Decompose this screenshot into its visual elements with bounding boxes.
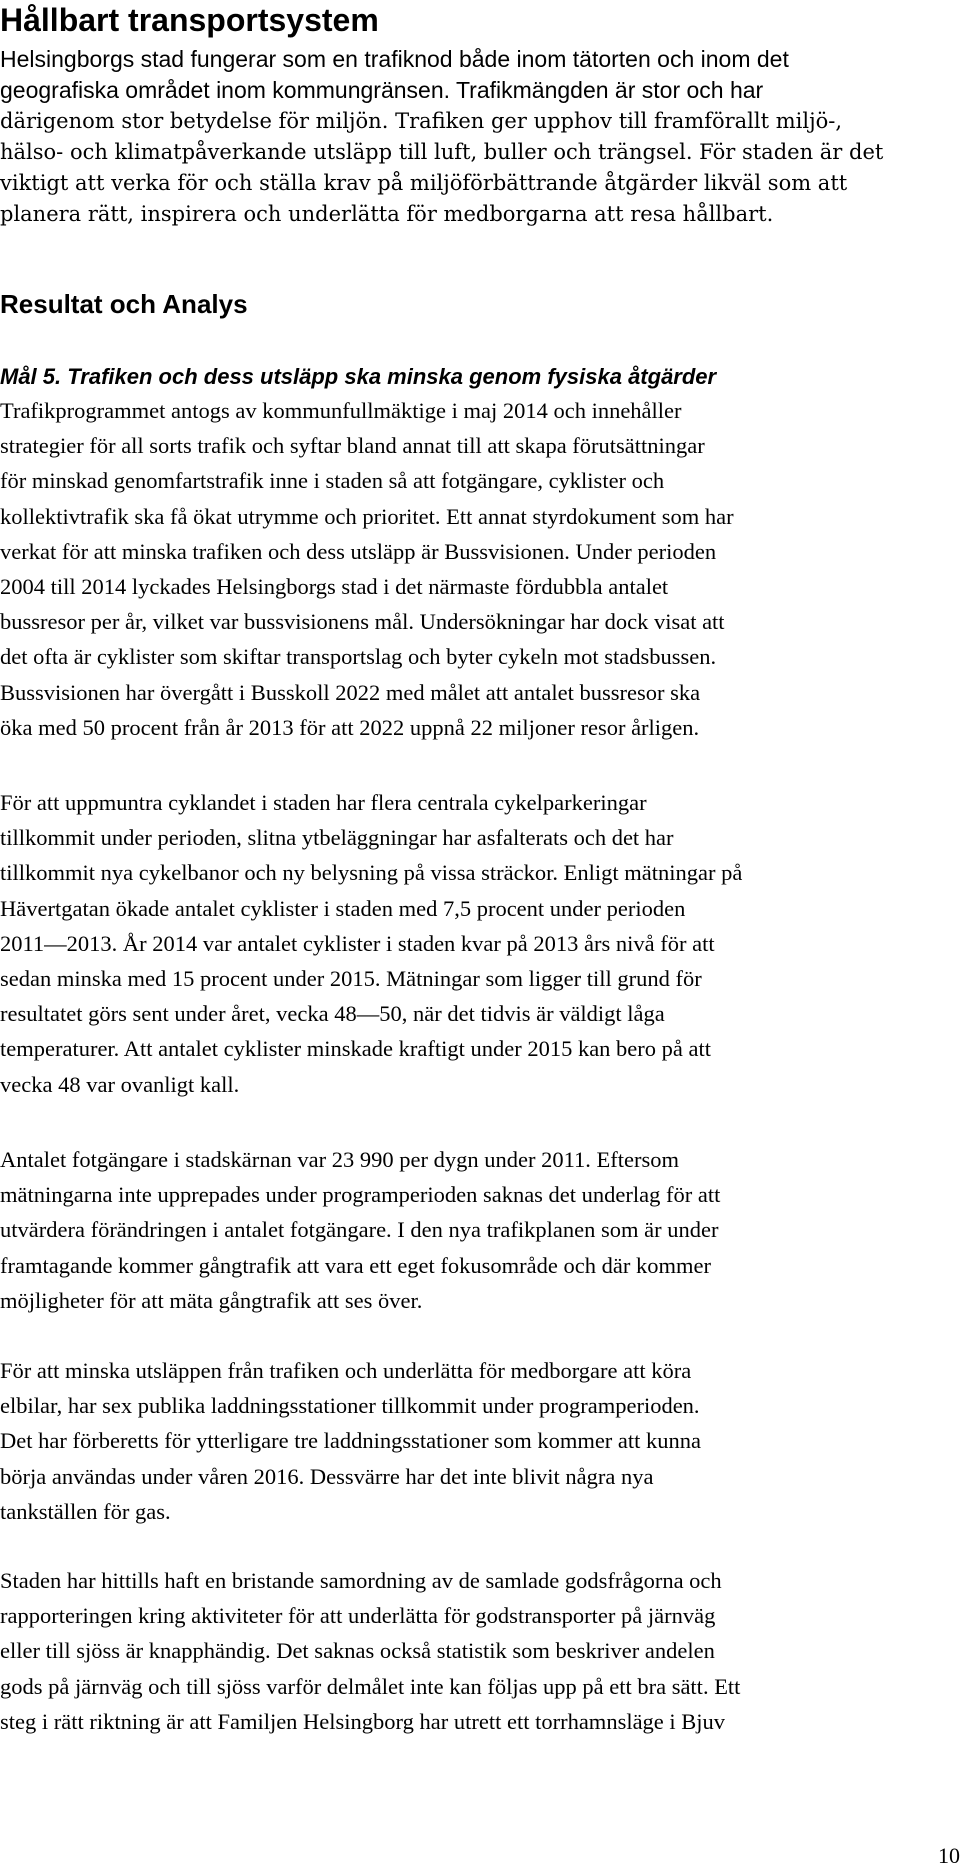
paragraph-line: verkat för att minska trafiken och dess utsläpp är Bussvisionen. Under perioden	[0, 538, 717, 564]
section-heading: Resultat och Analys	[0, 289, 248, 319]
paragraph-freight	[0, 1563, 960, 1739]
paragraph-line: temperaturer. Att antalet cyklister minskade kraftigt under 2015 kan bero på att	[0, 1036, 712, 1062]
paragraph-line: Antalet fotgängare i stadskärnan var 23 990 per dygn under 2011. Eftersom	[0, 1147, 679, 1172]
page-title: Hållbart transportsystem	[0, 2, 379, 38]
paragraph-line: gods på järnväg och till sjöss varför delmålet inte kan följas upp på ett bra sätt. Ett	[0, 1673, 741, 1699]
paragraph-line: utvärdera förändringen i antalet fotgängare. I den nya trafikplanen som är under	[0, 1217, 719, 1243]
intro-line: därigenom stor betydelse för miljön. Trafiken ger upphov till framförallt miljö-,	[0, 109, 842, 133]
paragraph-line: bussresor per år, vilket var bussvisionens mål. Undersökningar har dock visat att	[0, 609, 725, 635]
paragraph-line: det ofta är cyklister som skiftar transportslag och byter cykeln mot stadsbussen.	[0, 644, 717, 670]
paragraph-line: resultatet görs sent under året, vecka 48—50, när det tidvis är väldigt låga	[0, 1001, 665, 1027]
page-number: 10	[938, 1843, 960, 1868]
paragraph-line: för minskad genomfartstrafik inne i staden så att fotgängare, cyklister och	[0, 468, 665, 494]
goal-heading: Mål 5. Trafiken och dess utsläpp ska minska genom fysiska åtgärder	[0, 364, 717, 389]
paragraph-line: För att uppmuntra cyklandet i staden har flera centrala cykelparkeringar	[0, 790, 647, 815]
paragraph-line: tillkommit under perioden, slitna ytbeläggningar har asfalterats och det har	[0, 825, 674, 851]
paragraph-line: möjligheter för att mäta gångtrafik att ses över.	[0, 1287, 423, 1313]
intro-line: Helsingborgs stad fungerar som en trafiknod både inom tätorten och inom det	[0, 46, 789, 72]
paragraph-cycling	[0, 785, 960, 1102]
paragraph-line: Bussvisionen har övergått i Busskoll 2022 med målet att antalet bussresor ska	[0, 679, 701, 705]
intro-line: viktigt att verka för och ställa krav på miljöförbättrande åtgärder likväl som att	[0, 171, 848, 195]
paragraph-line: strategier för all sorts trafik och syftar bland annat till att skapa förutsättningar	[0, 433, 705, 459]
paragraph-line: framtagande kommer gångtrafik att vara ett eget fokusområde och där kommer	[0, 1252, 711, 1278]
paragraph-line: mätningarna inte upprepades under programperioden saknas det underlag för att	[0, 1182, 721, 1208]
intro-paragraph	[0, 44, 960, 230]
paragraph-line: rapporteringen kring aktiviteter för att underlätta för godstransporter på järnväg	[0, 1603, 716, 1629]
intro-line: hälso- och klimatpåverkande utsläpp till luft, buller och trängsel. För staden är det	[0, 140, 884, 164]
paragraph-charging	[0, 1353, 960, 1529]
paragraph-line: sedan minska med 15 procent under 2015. Mätningar som ligger till grund för	[0, 966, 702, 992]
paragraph-traffic-program	[0, 393, 960, 745]
paragraph-line: tankställen för gas.	[0, 1498, 171, 1524]
paragraph-pedestrians	[0, 1142, 960, 1318]
paragraph-line: Staden har hittills haft en bristande samordning av de samlade godsfrågorna och	[0, 1568, 722, 1593]
paragraph-line: elbilar, har sex publika laddningsstationer tillkommit under programperioden.	[0, 1393, 700, 1419]
paragraph-line: Trafikprogrammet antogs av kommunfullmäktige i maj 2014 och innehåller	[0, 398, 682, 423]
paragraph-line: Det har förberetts för ytterligare tre laddningsstationer som kommer att kunna	[0, 1428, 702, 1454]
paragraph-line: 2004 till 2014 lyckades Helsingborgs stad i det närmaste fördubbla antalet	[0, 574, 669, 600]
paragraph-line: 2011—2013. År 2014 var antalet cyklister i staden kvar på 2013 års nivå för att	[0, 930, 715, 956]
paragraph-line: Hävertgatan ökade antalet cyklister i staden med 7,5 procent under perioden	[0, 895, 686, 921]
paragraph-line: kollektivtrafik ska få ökat utrymme och prioritet. Ett annat styrdokument som har	[0, 503, 734, 529]
paragraph-line: öka med 50 procent från år 2013 för att 2022 uppnå 22 miljoner resor årligen.	[0, 714, 700, 740]
intro-line: geografiska området inom kommungränsen. Trafikmängden är stor och har	[0, 77, 764, 103]
paragraph-line: steg i rätt riktning är att Familjen Helsingborg har utrett ett torrhamnsläge i Bjuv	[0, 1708, 726, 1734]
paragraph-line: eller till sjöss är knapphändig. Det saknas också statistik som beskriver andelen	[0, 1638, 715, 1664]
paragraph-line: tillkommit nya cykelbanor och ny belysning på vissa sträckor. Enligt mätningar på	[0, 860, 743, 886]
paragraph-line: vecka 48 var ovanligt kall.	[0, 1071, 240, 1097]
paragraph-line: börja användas under våren 2016. Dessvärre har det inte blivit några nya	[0, 1463, 654, 1489]
intro-line: planera rätt, inspirera och underlätta för medborgarna att resa hållbart.	[0, 202, 774, 226]
paragraph-line: För att minska utsläppen från trafiken och underlätta för medborgare att köra	[0, 1358, 692, 1383]
